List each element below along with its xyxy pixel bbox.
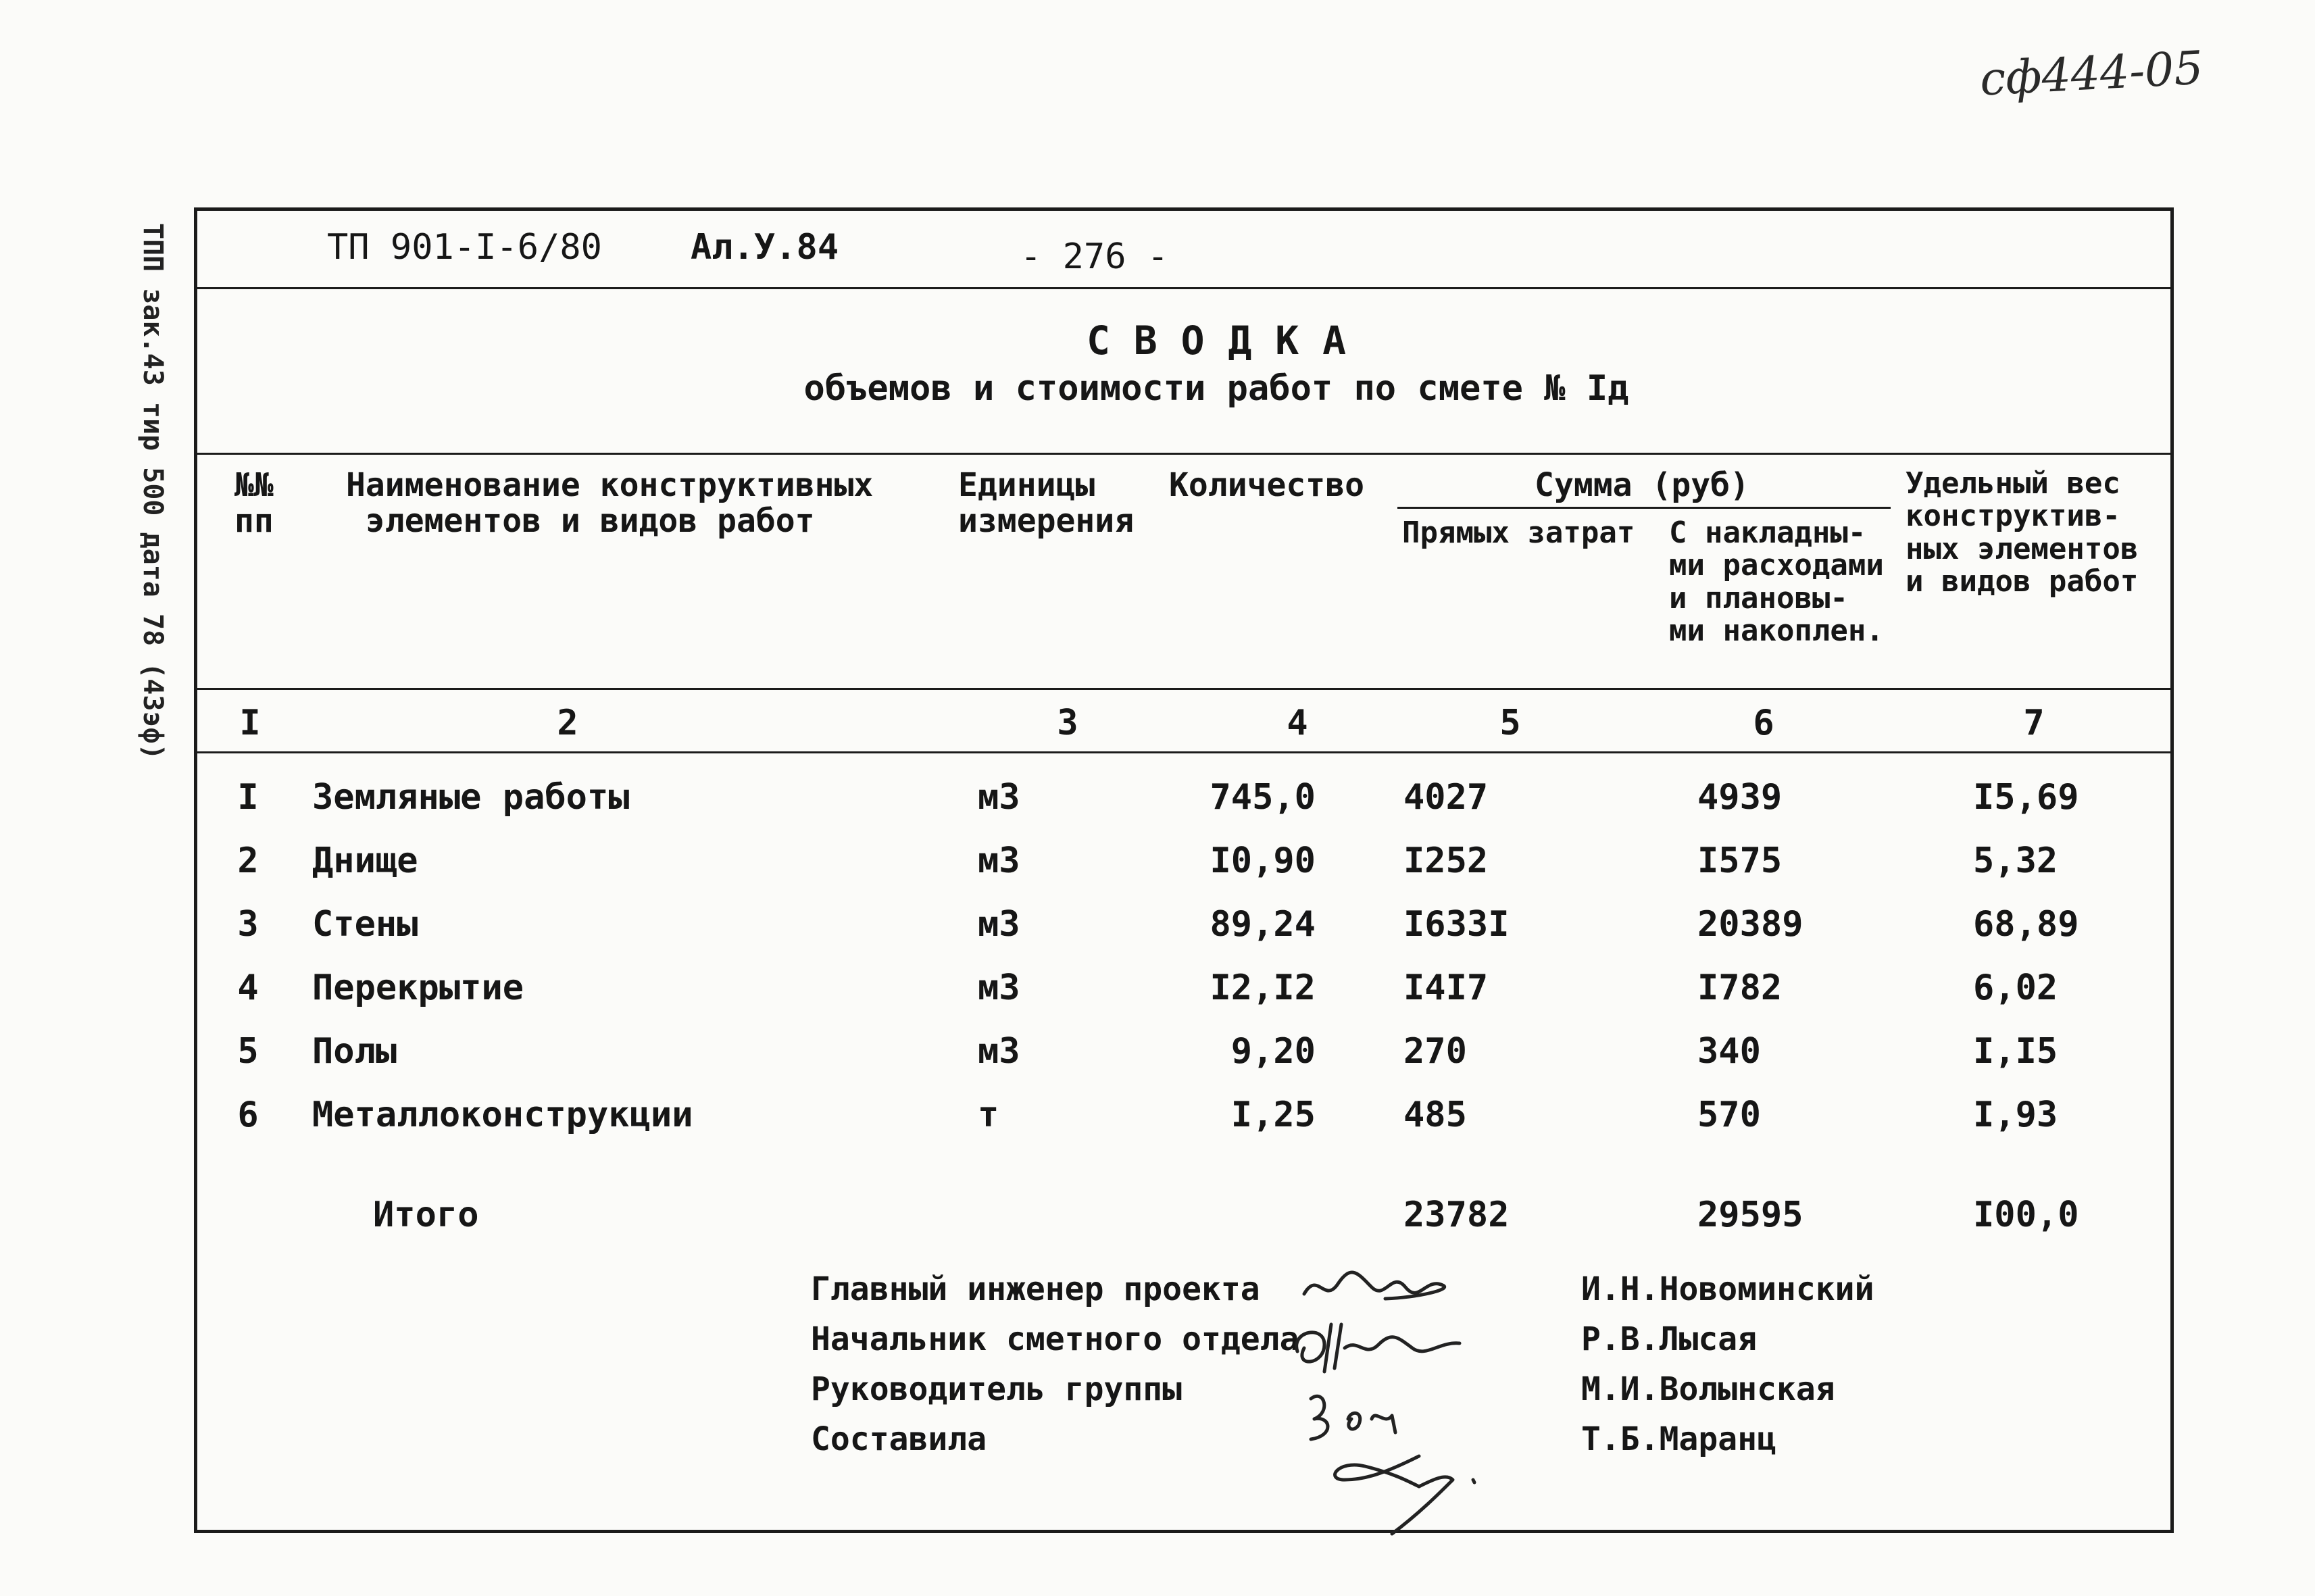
row-share: I5,69 <box>1973 777 2079 818</box>
signature-group-lead <box>1311 1396 1395 1439</box>
row-overhead: I575 <box>1697 841 1783 881</box>
row-name: Полы <box>312 1031 397 1072</box>
row-share: 5,32 <box>1973 841 2058 881</box>
signer-name: И.Н.Новоминский <box>1581 1270 1874 1308</box>
signer-name: Р.В.Лысая <box>1581 1320 1758 1358</box>
col-header-unit: Единицы измерения <box>958 466 1135 540</box>
row-qty: 745,0 <box>1210 777 1316 818</box>
col-header-qty: Количество <box>1169 466 1364 504</box>
signature-chief-engineer <box>1304 1272 1445 1299</box>
album-code: Ал.У.84 <box>691 227 839 268</box>
table-row <box>194 968 2174 1031</box>
row-share: 68,89 <box>1973 904 2079 945</box>
col-header-num: №№ пп <box>234 466 274 540</box>
handwritten-signatures <box>1284 1257 1541 1541</box>
row-overhead: 20389 <box>1697 904 1803 945</box>
header-rule <box>194 287 2174 289</box>
row-direct: 485 <box>1403 1095 1467 1135</box>
row-overhead: 340 <box>1697 1031 1761 1072</box>
sum-group-rule <box>1397 507 1891 509</box>
row-number: 5 <box>237 1031 259 1072</box>
title-rule <box>194 453 2174 455</box>
signer-name: Т.Б.Маранц <box>1581 1420 1776 1458</box>
row-direct: I252 <box>1403 841 1489 881</box>
row-direct: 4027 <box>1403 777 1489 818</box>
row-unit: м3 <box>978 904 1020 945</box>
col-number-5: 5 <box>1499 703 1521 743</box>
signer-role: Начальник сметного отдела <box>811 1320 1299 1358</box>
row-qty: I2,I2 <box>1210 968 1316 1008</box>
table-row <box>194 1031 2174 1095</box>
row-unit: т <box>978 1095 999 1135</box>
row-name: Земляные работы <box>312 777 630 818</box>
signer-role: Составила <box>811 1420 987 1458</box>
total-row <box>194 1195 2174 1255</box>
total-share: I00,0 <box>1973 1195 2079 1235</box>
row-name: Стены <box>312 904 418 945</box>
column-header-rule <box>194 688 2174 690</box>
row-qty: I0,90 <box>1210 841 1316 881</box>
data-table <box>194 777 2174 1155</box>
row-qty: 9,20 <box>1230 1031 1316 1072</box>
row-unit: м3 <box>978 968 1020 1008</box>
signature-compiler <box>1335 1456 1474 1534</box>
col-number-1: I <box>239 703 261 743</box>
total-overhead: 29595 <box>1697 1195 1803 1235</box>
page-number: - 276 - <box>1020 236 1169 277</box>
table-row <box>194 777 2174 841</box>
total-label: Итого <box>373 1195 479 1235</box>
row-name: Перекрытие <box>312 968 524 1008</box>
row-direct: I4I7 <box>1403 968 1489 1008</box>
column-number-rule <box>194 751 2174 753</box>
signer-role: Главный инженер проекта <box>811 1270 1260 1308</box>
signature-estimate-head <box>1297 1324 1460 1372</box>
row-number: 4 <box>237 968 259 1008</box>
margin-stamp-text: ТПП зак.43 тир 500 дата 78 (43эф) <box>137 223 168 760</box>
row-qty: 89,24 <box>1210 904 1316 945</box>
document-title: С В О Д К А <box>1086 318 1347 364</box>
signer-role: Руководитель группы <box>811 1370 1183 1408</box>
row-number: I <box>237 777 259 818</box>
signer-name: М.И.Волынская <box>1581 1370 1835 1408</box>
row-unit: м3 <box>978 1031 1020 1072</box>
col-number-2: 2 <box>557 703 578 743</box>
col-header-share: Удельный вес конструктив- ных элементов и видов работ <box>1906 466 2139 599</box>
row-overhead: 570 <box>1697 1095 1761 1135</box>
document-subtitle: объемов и стоимости работ по смете № Iд <box>803 368 1629 409</box>
table-row <box>194 841 2174 904</box>
row-overhead: 4939 <box>1697 777 1783 818</box>
col-number-6: 6 <box>1753 703 1774 743</box>
row-number: 6 <box>237 1095 259 1135</box>
row-number: 3 <box>237 904 259 945</box>
col-header-direct: Прямых затрат <box>1402 516 1635 550</box>
row-qty: I,25 <box>1230 1095 1316 1135</box>
row-overhead: I782 <box>1697 968 1783 1008</box>
margin-stamp <box>137 223 168 760</box>
col-number-4: 4 <box>1287 703 1308 743</box>
row-share: I,I5 <box>1973 1031 2058 1072</box>
col-header-overhead: С накладны- ми расходами и плановы- ми накоплен. <box>1669 516 1884 649</box>
table-row <box>194 1095 2174 1158</box>
row-direct: 270 <box>1403 1031 1467 1072</box>
row-number: 2 <box>237 841 259 881</box>
table-row <box>194 904 2174 968</box>
row-unit: м3 <box>978 777 1020 818</box>
row-share: I,93 <box>1973 1095 2058 1135</box>
col-header-sum: Сумма (руб) <box>1535 466 1749 504</box>
col-number-7: 7 <box>2023 703 2045 743</box>
row-unit: м3 <box>978 841 1020 881</box>
row-direct: I633I <box>1403 904 1510 945</box>
document-code: ТП 901-I-6/80 <box>327 227 602 268</box>
row-name: Днище <box>312 841 418 881</box>
row-name: Металлоконструкции <box>312 1095 693 1135</box>
total-direct: 23782 <box>1403 1195 1510 1235</box>
row-share: 6,02 <box>1973 968 2058 1008</box>
col-number-3: 3 <box>1057 703 1078 743</box>
col-header-name: Наименование конструктивных элементов и видов работ <box>346 466 874 540</box>
archive-code-note: сф444-05 <box>1978 41 2205 107</box>
